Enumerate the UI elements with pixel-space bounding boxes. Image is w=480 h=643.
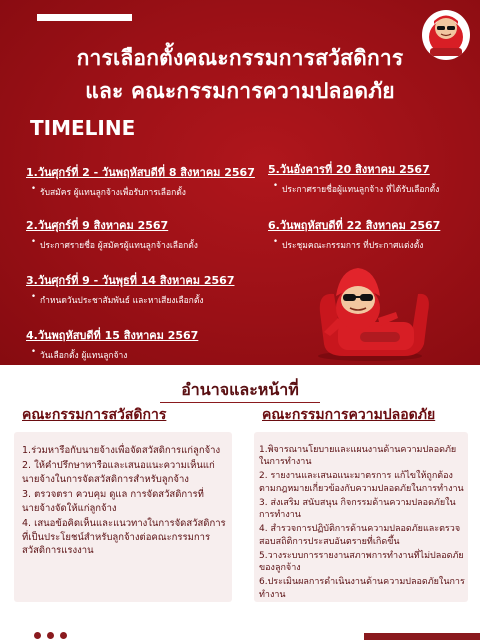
- dot: [34, 632, 41, 639]
- timeline-event-4: [26, 326, 198, 362]
- event-description: • ประกาศรายชื่อ ผู้สมัครผู้แทนลูกจ้างเลือกตั้ง: [40, 238, 198, 252]
- timeline-heading: TIMELINE: [30, 116, 136, 140]
- page-title-line1: การเลือกตั้งคณะกรรมการสวัสดิการ: [76, 46, 404, 70]
- dot: [47, 632, 54, 639]
- event-date: 2.วันศุกร์ที่ 9 สิงหาคม 2567: [26, 219, 169, 232]
- list-item: 6.ประเมินผลการดำเนินงานด้านความปลอดภัยในการทำงาน: [259, 577, 465, 600]
- list-item: 1.ร่วมหารือกับนายจ้างเพื่อจัดสวัสดิการแก่ลูกจ้าง: [22, 445, 221, 456]
- event-date: 5.วันอังคารที่ 20 สิงหาคม 2567: [268, 163, 430, 176]
- page-title-line2: และ คณะกรรมการความปลอดภัย: [85, 79, 395, 103]
- decorative-bar: [37, 14, 132, 21]
- timeline-event-6: [268, 216, 440, 252]
- list-item: 2. รายงานและเสนอแนะมาตรการ แก้ไขให้ถูกต้องตามกฎหมายเกี่ยวข้องกับความปลอดภัยในการทำงาน: [259, 471, 464, 494]
- safety-committee-heading: คณะกรรมการความปลอดภัย: [262, 407, 436, 423]
- event-description: • ประกาศรายชื่อผู้แทนลูกจ้าง ที่ได้รับเลือกตั้ง: [282, 182, 439, 196]
- event-date: 3.วันศุกร์ที่ 9 - วันพุธที่ 14 สิงหาคม 2567: [26, 274, 235, 287]
- event-description: • รับสมัคร ผู้แทนลูกจ้างเพื่อรับการเลือกตั้ง: [40, 185, 255, 199]
- timeline-event-2: [26, 216, 198, 252]
- list-item: 3. ตรวจตรา ควบคุม ดูแล การจัดสวัสดิการที่นายจ้างจัดให้แก่ลูกจ้าง: [22, 489, 204, 514]
- decorative-bar: [364, 633, 480, 640]
- timeline-event-5: [268, 160, 439, 196]
- timeline-event-3: [26, 271, 234, 307]
- list-item: 1.พิจารณานโยบายและแผนงานด้านความปลอดภัยในการทำงาน: [259, 445, 457, 468]
- duties-heading: อำนาจและหน้าที่: [181, 380, 299, 399]
- mascot-armchair-icon: [300, 252, 430, 362]
- welfare-duties-list: [22, 444, 226, 560]
- divider: [160, 402, 320, 403]
- list-item: 5.วางระบบการรายงานสภาพการทำงานที่ไม่ปลอดภัยของลูกจ้าง: [259, 550, 464, 574]
- list-item: 2. ให้คำปรึกษาหารือและเสนอแนะความเห็นแก่นายจ้างในการจัดสวัสดิการสำหรับลูกจ้าง: [22, 460, 215, 485]
- event-description: • กำหนดวันประชาสัมพันธ์ และหาเสียงเลือกตั้ง: [40, 293, 234, 307]
- event-description: • ประชุมคณะกรรมการ ที่ประกาศแต่งตั้ง: [282, 238, 440, 252]
- event-date: 1.วันศุกร์ที่ 2 - วันพฤหัสบดีที่ 8 สิงหาคม 2567: [26, 166, 255, 179]
- event-date: 6.วันพฤหัสบดีที่ 22 สิงหาคม 2567: [268, 219, 441, 232]
- decorative-dots: [34, 624, 73, 643]
- list-item: 4. เสนอข้อคิดเห็นและแนวทางในการจัดสวัสดิการที่เป็นประโยชน์สำหรับลูกจ้างต่อคณะกรรมการสวัสดิการแรงงาน: [22, 518, 226, 557]
- timeline-event-1: [26, 163, 255, 199]
- welfare-committee-heading: คณะกรรมการสวัสดิการ: [22, 407, 167, 423]
- event-date: 4.วันพฤหัสบดีที่ 15 สิงหาคม 2567: [26, 329, 199, 342]
- event-description: • วันเลือกตั้ง ผู้แทนลูกจ้าง: [40, 348, 198, 362]
- safety-duties-list: [259, 444, 465, 603]
- dot: [60, 632, 67, 639]
- list-item: 3. ส่งเสริม สนับสนุน กิจกรรมด้านความปลอดภัยในการทำงาน: [259, 497, 456, 521]
- list-item: 4. สำรวจการปฏิบัติการด้านความปลอดภัยและตรวจสอบสถิติการประสบอันตรายที่เกิดขึ้น: [259, 524, 461, 547]
